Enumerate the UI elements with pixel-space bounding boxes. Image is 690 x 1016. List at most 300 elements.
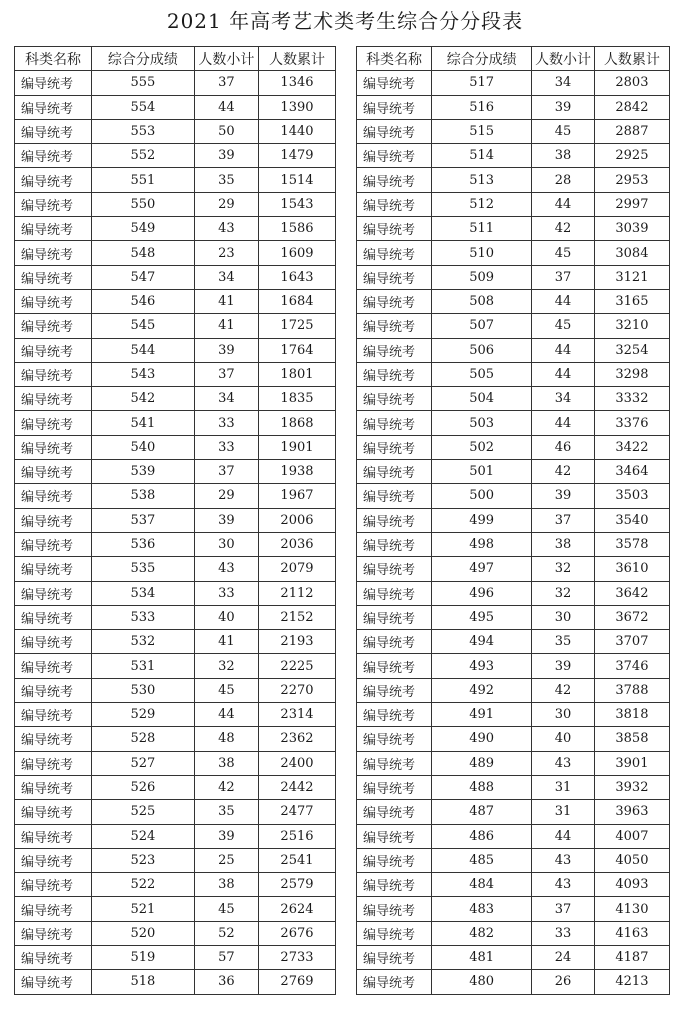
cell-cumulative: 2803 xyxy=(594,71,669,95)
cell-score: 544 xyxy=(92,338,195,362)
cell-cumulative: 1835 xyxy=(258,387,335,411)
table-row xyxy=(15,265,336,289)
cell-count: 42 xyxy=(532,217,595,241)
cell-cumulative: 2516 xyxy=(258,824,335,848)
table-header-row xyxy=(357,47,670,71)
cell-subject: 编导统考 xyxy=(15,557,92,581)
table-row xyxy=(357,119,670,143)
table-row xyxy=(357,970,670,994)
cell-score: 531 xyxy=(92,654,195,678)
cell-score: 540 xyxy=(92,435,195,459)
cell-score: 555 xyxy=(92,71,195,95)
table-row xyxy=(15,775,336,799)
table-row xyxy=(357,605,670,629)
cell-cumulative: 3332 xyxy=(594,387,669,411)
cell-score: 530 xyxy=(92,678,195,702)
cell-count: 33 xyxy=(194,435,258,459)
cell-cumulative: 3121 xyxy=(594,265,669,289)
cell-score: 486 xyxy=(432,824,532,848)
header-subject: 科类名称 xyxy=(15,47,92,71)
cell-count: 46 xyxy=(532,435,595,459)
cell-subject: 编导统考 xyxy=(357,144,432,168)
cell-count: 38 xyxy=(532,532,595,556)
table-row xyxy=(357,217,670,241)
table-row xyxy=(15,703,336,727)
cell-score: 490 xyxy=(432,727,532,751)
cell-cumulative: 4163 xyxy=(594,921,669,945)
cell-score: 489 xyxy=(432,751,532,775)
table-row xyxy=(357,289,670,313)
cell-count: 44 xyxy=(532,824,595,848)
cell-score: 487 xyxy=(432,800,532,824)
header-score: 综合分成绩 xyxy=(92,47,195,71)
table-row xyxy=(15,217,336,241)
cell-score: 484 xyxy=(432,873,532,897)
cell-count: 30 xyxy=(532,605,595,629)
cell-score: 516 xyxy=(432,95,532,119)
cell-cumulative: 1586 xyxy=(258,217,335,241)
cell-cumulative: 3578 xyxy=(594,532,669,556)
cell-cumulative: 3672 xyxy=(594,605,669,629)
cell-cumulative: 2842 xyxy=(594,95,669,119)
cell-cumulative: 1901 xyxy=(258,435,335,459)
table-row xyxy=(15,921,336,945)
table-row xyxy=(357,532,670,556)
cell-cumulative: 2079 xyxy=(258,557,335,581)
cell-count: 26 xyxy=(532,970,595,994)
cell-score: 499 xyxy=(432,508,532,532)
cell-subject: 编导统考 xyxy=(15,338,92,362)
cell-subject: 编导统考 xyxy=(357,873,432,897)
cell-score: 483 xyxy=(432,897,532,921)
cell-count: 32 xyxy=(194,654,258,678)
cell-count: 43 xyxy=(532,848,595,872)
cell-subject: 编导统考 xyxy=(357,362,432,386)
table-row xyxy=(357,362,670,386)
cell-count: 44 xyxy=(532,362,595,386)
cell-score: 538 xyxy=(92,484,195,508)
cell-subject: 编导统考 xyxy=(15,362,92,386)
cell-score: 497 xyxy=(432,557,532,581)
cell-subject: 编导统考 xyxy=(357,775,432,799)
cell-subject: 编导统考 xyxy=(357,119,432,143)
cell-cumulative: 3376 xyxy=(594,411,669,435)
cell-score: 513 xyxy=(432,168,532,192)
cell-cumulative: 1801 xyxy=(258,362,335,386)
cell-score: 485 xyxy=(432,848,532,872)
cell-subject: 编导统考 xyxy=(15,95,92,119)
cell-score: 492 xyxy=(432,678,532,702)
cell-subject: 编导统考 xyxy=(357,824,432,848)
cell-score: 526 xyxy=(92,775,195,799)
table-row xyxy=(15,144,336,168)
cell-count: 57 xyxy=(194,945,258,969)
cell-count: 43 xyxy=(532,873,595,897)
cell-score: 553 xyxy=(92,119,195,143)
cell-score: 508 xyxy=(432,289,532,313)
cell-score: 511 xyxy=(432,217,532,241)
header-score: 综合分成绩 xyxy=(432,47,532,71)
score-table-right xyxy=(356,46,670,995)
table-row xyxy=(15,508,336,532)
table-header-row xyxy=(15,47,336,71)
cell-cumulative: 4050 xyxy=(594,848,669,872)
cell-subject: 编导统考 xyxy=(15,387,92,411)
cell-cumulative: 1390 xyxy=(258,95,335,119)
cell-score: 539 xyxy=(92,460,195,484)
cell-count: 25 xyxy=(194,848,258,872)
cell-subject: 编导统考 xyxy=(15,630,92,654)
cell-score: 534 xyxy=(92,581,195,605)
table-row xyxy=(357,873,670,897)
cell-cumulative: 2152 xyxy=(258,605,335,629)
table-row xyxy=(15,970,336,994)
cell-subject: 编导统考 xyxy=(357,970,432,994)
table-row xyxy=(15,338,336,362)
table-row xyxy=(15,630,336,654)
cell-count: 35 xyxy=(532,630,595,654)
cell-cumulative: 3254 xyxy=(594,338,669,362)
cell-count: 42 xyxy=(532,678,595,702)
cell-cumulative: 4093 xyxy=(594,873,669,897)
cell-score: 481 xyxy=(432,945,532,969)
table-row xyxy=(15,362,336,386)
cell-score: 514 xyxy=(432,144,532,168)
cell-cumulative: 3210 xyxy=(594,314,669,338)
cell-count: 37 xyxy=(194,460,258,484)
cell-cumulative: 2314 xyxy=(258,703,335,727)
cell-count: 43 xyxy=(194,557,258,581)
cell-score: 525 xyxy=(92,800,195,824)
table-row xyxy=(15,289,336,313)
cell-count: 31 xyxy=(532,775,595,799)
cell-subject: 编导统考 xyxy=(15,727,92,751)
cell-subject: 编导统考 xyxy=(357,727,432,751)
cell-count: 37 xyxy=(532,508,595,532)
cell-cumulative: 2925 xyxy=(594,144,669,168)
table-body xyxy=(357,71,670,994)
cell-subject: 编导统考 xyxy=(357,95,432,119)
cell-score: 517 xyxy=(432,71,532,95)
cell-count: 30 xyxy=(532,703,595,727)
cell-subject: 编导统考 xyxy=(15,945,92,969)
cell-count: 45 xyxy=(194,678,258,702)
cell-subject: 编导统考 xyxy=(15,168,92,192)
cell-cumulative: 2362 xyxy=(258,727,335,751)
cell-score: 480 xyxy=(432,970,532,994)
cell-count: 45 xyxy=(532,241,595,265)
table-row xyxy=(15,168,336,192)
cell-cumulative: 3422 xyxy=(594,435,669,459)
cell-score: 519 xyxy=(92,945,195,969)
cell-cumulative: 1967 xyxy=(258,484,335,508)
cell-subject: 编导统考 xyxy=(357,338,432,362)
table-row xyxy=(15,873,336,897)
cell-cumulative: 1938 xyxy=(258,460,335,484)
cell-subject: 编导统考 xyxy=(357,192,432,216)
cell-subject: 编导统考 xyxy=(15,703,92,727)
table-row xyxy=(15,435,336,459)
cell-cumulative: 3610 xyxy=(594,557,669,581)
cell-subject: 编导统考 xyxy=(357,848,432,872)
cell-cumulative: 1514 xyxy=(258,168,335,192)
cell-cumulative: 1543 xyxy=(258,192,335,216)
cell-count: 41 xyxy=(194,289,258,313)
cell-count: 42 xyxy=(194,775,258,799)
cell-count: 38 xyxy=(194,873,258,897)
table-row xyxy=(357,945,670,969)
cell-count: 34 xyxy=(194,387,258,411)
cell-subject: 编导统考 xyxy=(357,460,432,484)
cell-score: 523 xyxy=(92,848,195,872)
cell-cumulative: 1764 xyxy=(258,338,335,362)
cell-cumulative: 1346 xyxy=(258,71,335,95)
cell-cumulative: 1868 xyxy=(258,411,335,435)
cell-subject: 编导统考 xyxy=(15,897,92,921)
table-row xyxy=(357,751,670,775)
cell-count: 37 xyxy=(532,265,595,289)
cell-cumulative: 3963 xyxy=(594,800,669,824)
table-row xyxy=(357,775,670,799)
cell-cumulative: 1609 xyxy=(258,241,335,265)
table-row xyxy=(357,848,670,872)
table-row xyxy=(357,800,670,824)
cell-score: 498 xyxy=(432,532,532,556)
cell-score: 488 xyxy=(432,775,532,799)
cell-subject: 编导统考 xyxy=(15,873,92,897)
cell-cumulative: 2036 xyxy=(258,532,335,556)
cell-subject: 编导统考 xyxy=(15,411,92,435)
cell-score: 501 xyxy=(432,460,532,484)
cell-subject: 编导统考 xyxy=(357,751,432,775)
cell-count: 45 xyxy=(532,119,595,143)
cell-score: 537 xyxy=(92,508,195,532)
table-row xyxy=(15,897,336,921)
table-row xyxy=(15,71,336,95)
cell-score: 529 xyxy=(92,703,195,727)
cell-cumulative: 3818 xyxy=(594,703,669,727)
table-row xyxy=(357,581,670,605)
cell-subject: 编导统考 xyxy=(357,921,432,945)
cell-count: 28 xyxy=(532,168,595,192)
table-row xyxy=(357,435,670,459)
table-row xyxy=(357,241,670,265)
cell-subject: 编导统考 xyxy=(357,435,432,459)
table-row xyxy=(15,605,336,629)
cell-subject: 编导统考 xyxy=(357,800,432,824)
table-row xyxy=(357,824,670,848)
cell-subject: 编导统考 xyxy=(357,703,432,727)
cell-score: 533 xyxy=(92,605,195,629)
cell-subject: 编导统考 xyxy=(15,824,92,848)
cell-cumulative: 4130 xyxy=(594,897,669,921)
cell-cumulative: 3746 xyxy=(594,654,669,678)
cell-subject: 编导统考 xyxy=(357,581,432,605)
table-row xyxy=(357,484,670,508)
cell-count: 39 xyxy=(532,654,595,678)
cell-score: 502 xyxy=(432,435,532,459)
cell-cumulative: 3464 xyxy=(594,460,669,484)
cell-count: 35 xyxy=(194,168,258,192)
cell-subject: 编导统考 xyxy=(15,289,92,313)
cell-cumulative: 3165 xyxy=(594,289,669,313)
cell-count: 37 xyxy=(194,362,258,386)
cell-subject: 编导统考 xyxy=(357,387,432,411)
cell-count: 36 xyxy=(194,970,258,994)
cell-count: 34 xyxy=(532,71,595,95)
cell-score: 536 xyxy=(92,532,195,556)
cell-score: 482 xyxy=(432,921,532,945)
cell-score: 545 xyxy=(92,314,195,338)
cell-cumulative: 1684 xyxy=(258,289,335,313)
cell-score: 493 xyxy=(432,654,532,678)
cell-count: 37 xyxy=(532,897,595,921)
table-row xyxy=(357,192,670,216)
cell-cumulative: 2733 xyxy=(258,945,335,969)
cell-count: 39 xyxy=(532,95,595,119)
table-row xyxy=(15,557,336,581)
cell-cumulative: 3707 xyxy=(594,630,669,654)
table-row xyxy=(15,411,336,435)
header-subject: 科类名称 xyxy=(357,47,432,71)
table-row xyxy=(357,678,670,702)
cell-cumulative: 3932 xyxy=(594,775,669,799)
cell-subject: 编导统考 xyxy=(357,484,432,508)
cell-subject: 编导统考 xyxy=(15,970,92,994)
cell-count: 39 xyxy=(194,824,258,848)
cell-count: 42 xyxy=(532,460,595,484)
table-row xyxy=(357,95,670,119)
cell-cumulative: 4187 xyxy=(594,945,669,969)
cell-subject: 编导统考 xyxy=(357,314,432,338)
cell-cumulative: 2887 xyxy=(594,119,669,143)
cell-subject: 编导统考 xyxy=(357,265,432,289)
cell-cumulative: 2006 xyxy=(258,508,335,532)
cell-subject: 编导统考 xyxy=(15,144,92,168)
cell-subject: 编导统考 xyxy=(357,678,432,702)
cell-cumulative: 3298 xyxy=(594,362,669,386)
cell-cumulative: 1725 xyxy=(258,314,335,338)
table-row xyxy=(357,168,670,192)
cell-count: 41 xyxy=(194,630,258,654)
cell-cumulative: 2676 xyxy=(258,921,335,945)
cell-count: 33 xyxy=(194,581,258,605)
cell-count: 39 xyxy=(194,338,258,362)
cell-score: 542 xyxy=(92,387,195,411)
table-row xyxy=(15,192,336,216)
cell-score: 494 xyxy=(432,630,532,654)
cell-count: 50 xyxy=(194,119,258,143)
table-row xyxy=(15,387,336,411)
cell-subject: 编导统考 xyxy=(15,605,92,629)
table-row xyxy=(357,460,670,484)
cell-count: 43 xyxy=(194,217,258,241)
cell-count: 38 xyxy=(194,751,258,775)
cell-cumulative: 3642 xyxy=(594,581,669,605)
cell-subject: 编导统考 xyxy=(357,289,432,313)
cell-score: 551 xyxy=(92,168,195,192)
table-row xyxy=(15,800,336,824)
cell-subject: 编导统考 xyxy=(15,800,92,824)
cell-cumulative: 3901 xyxy=(594,751,669,775)
table-row xyxy=(15,532,336,556)
cell-count: 52 xyxy=(194,921,258,945)
cell-cumulative: 2997 xyxy=(594,192,669,216)
cell-subject: 编导统考 xyxy=(357,897,432,921)
cell-subject: 编导统考 xyxy=(357,532,432,556)
table-row xyxy=(15,95,336,119)
table-row xyxy=(357,387,670,411)
table-row xyxy=(357,265,670,289)
cell-count: 48 xyxy=(194,727,258,751)
cell-subject: 编导统考 xyxy=(15,241,92,265)
cell-count: 44 xyxy=(532,192,595,216)
cell-count: 44 xyxy=(194,703,258,727)
cell-score: 552 xyxy=(92,144,195,168)
table-row xyxy=(357,630,670,654)
cell-cumulative: 2442 xyxy=(258,775,335,799)
table-row xyxy=(15,581,336,605)
cell-subject: 编导统考 xyxy=(15,775,92,799)
cell-score: 506 xyxy=(432,338,532,362)
cell-subject: 编导统考 xyxy=(357,557,432,581)
score-table-left xyxy=(14,46,336,995)
cell-cumulative: 2541 xyxy=(258,848,335,872)
cell-score: 518 xyxy=(92,970,195,994)
cell-subject: 编导统考 xyxy=(15,119,92,143)
cell-cumulative: 2270 xyxy=(258,678,335,702)
cell-count: 23 xyxy=(194,241,258,265)
cell-subject: 编导统考 xyxy=(15,435,92,459)
cell-subject: 编导统考 xyxy=(15,460,92,484)
cell-score: 496 xyxy=(432,581,532,605)
table-row xyxy=(15,460,336,484)
cell-subject: 编导统考 xyxy=(15,532,92,556)
cell-subject: 编导统考 xyxy=(15,217,92,241)
cell-cumulative: 3788 xyxy=(594,678,669,702)
cell-subject: 编导统考 xyxy=(357,71,432,95)
cell-count: 39 xyxy=(194,144,258,168)
cell-count: 34 xyxy=(532,387,595,411)
cell-count: 41 xyxy=(194,314,258,338)
table-row xyxy=(15,484,336,508)
cell-subject: 编导统考 xyxy=(15,921,92,945)
cell-count: 34 xyxy=(194,265,258,289)
cell-score: 500 xyxy=(432,484,532,508)
header-count: 人数小计 xyxy=(194,47,258,71)
table-row xyxy=(15,654,336,678)
cell-subject: 编导统考 xyxy=(15,848,92,872)
table-row xyxy=(15,241,336,265)
cell-count: 37 xyxy=(194,71,258,95)
cell-count: 45 xyxy=(532,314,595,338)
cell-count: 32 xyxy=(532,557,595,581)
cell-count: 39 xyxy=(194,508,258,532)
cell-cumulative: 1440 xyxy=(258,119,335,143)
cell-cumulative: 3039 xyxy=(594,217,669,241)
table-row xyxy=(357,921,670,945)
cell-cumulative: 2193 xyxy=(258,630,335,654)
cell-score: 495 xyxy=(432,605,532,629)
cell-cumulative: 2112 xyxy=(258,581,335,605)
cell-score: 491 xyxy=(432,703,532,727)
cell-count: 44 xyxy=(532,338,595,362)
cell-count: 33 xyxy=(194,411,258,435)
table-row xyxy=(357,144,670,168)
cell-subject: 编导统考 xyxy=(357,508,432,532)
table-row xyxy=(15,945,336,969)
table-row xyxy=(15,678,336,702)
